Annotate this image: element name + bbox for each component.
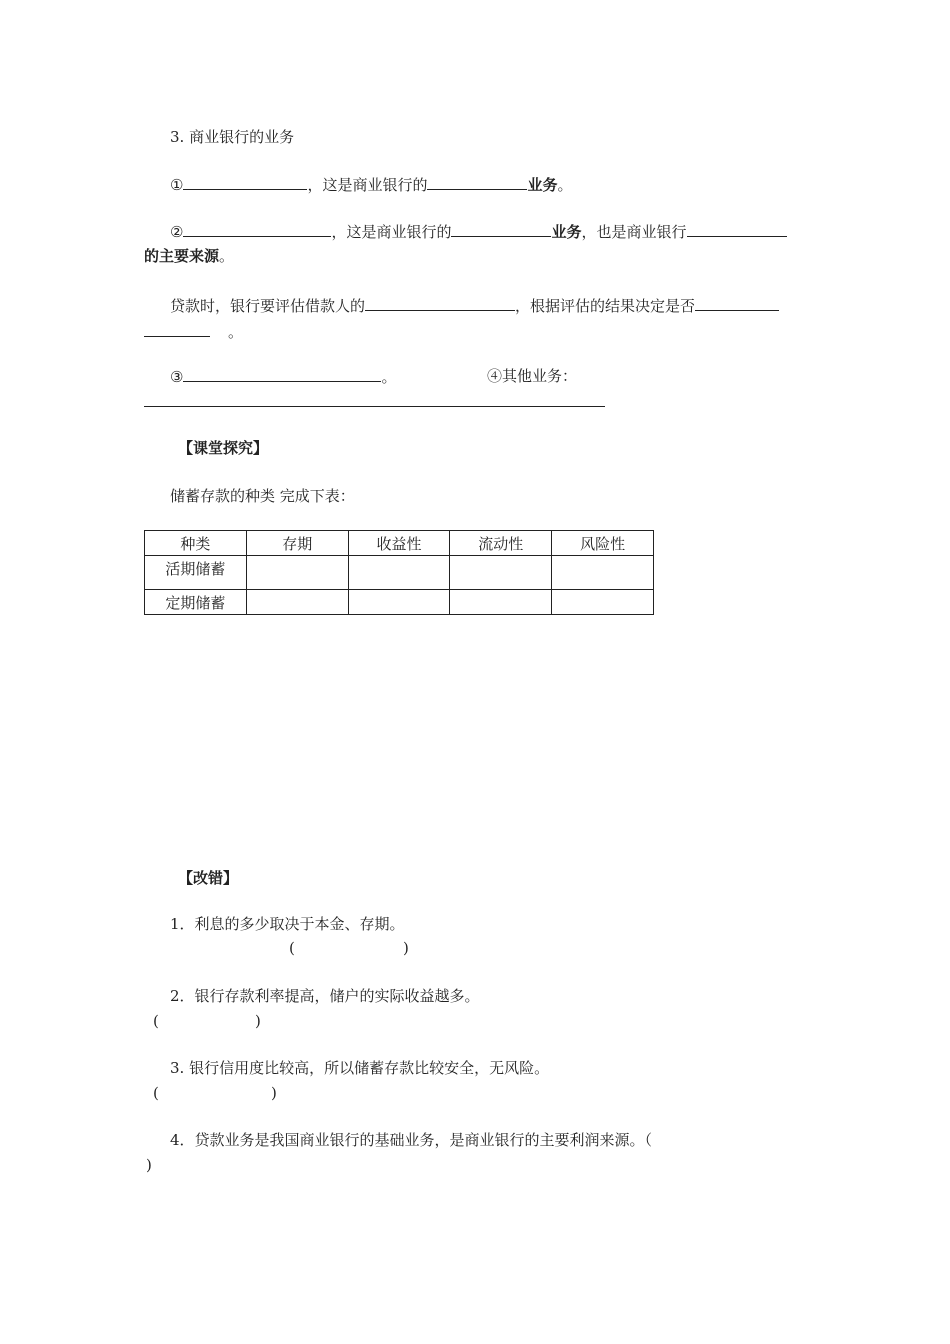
- table-header-cell: 风险性: [552, 531, 654, 556]
- table-cell[interactable]: [552, 590, 654, 615]
- explore-prompt: 储蓄存款的种类 完成下表：: [170, 487, 355, 505]
- blank-loan-a[interactable]: [365, 295, 515, 311]
- answer-close-paren-2: ): [255, 1012, 261, 1030]
- loan-end: 。: [228, 323, 244, 341]
- table-row: [145, 590, 654, 615]
- answer-close-paren-4: ): [146, 1156, 152, 1174]
- item-3-end: 。: [381, 368, 397, 386]
- item-2-number: ②: [170, 223, 184, 241]
- answer-close-paren-3: ): [271, 1084, 277, 1102]
- item-2: [170, 221, 787, 242]
- table-header-row: [145, 531, 654, 556]
- correct-item-3: 3. 银行信用度比较高，所以储蓄存款比较安全，无风险。: [170, 1059, 550, 1077]
- savings-kinds-table: [144, 530, 654, 615]
- item-4: ④其他业务：: [487, 367, 578, 385]
- correct-item-4: 4．贷款业务是我国商业银行的基础业务，是商业银行的主要利润来源。（: [170, 1131, 653, 1149]
- blank-loan-c[interactable]: [144, 321, 210, 337]
- table-row: [145, 556, 654, 590]
- item-1-text: ，这是商业银行的: [307, 176, 428, 194]
- loan-line-2: [144, 321, 243, 342]
- correct-item-1: 1．利息的多少取决于本金、存期。: [170, 915, 405, 933]
- answer-open-paren-3[interactable]: (: [153, 1084, 159, 1102]
- table-cell[interactable]: [246, 590, 348, 615]
- answer-close-paren-1: ): [403, 939, 409, 957]
- item-1-number: ①: [170, 176, 184, 194]
- table-row-label: 定期储蓄: [145, 590, 247, 615]
- section-title: 3. 商业银行的业务: [170, 128, 295, 146]
- answer-open-paren-2[interactable]: (: [153, 1012, 159, 1030]
- table-header-cell: 种类: [145, 531, 247, 556]
- table-cell[interactable]: [450, 556, 552, 590]
- blank-item-2a[interactable]: [183, 221, 331, 237]
- table-cell[interactable]: [246, 556, 348, 590]
- table-header-cell: 收益性: [348, 531, 450, 556]
- table-row-label: 活期储蓄: [145, 556, 247, 590]
- table-cell[interactable]: [552, 556, 654, 590]
- item-2-end: 。: [219, 247, 235, 265]
- blank-item-3[interactable]: [183, 366, 381, 382]
- blank-loan-b[interactable]: [695, 295, 779, 311]
- table-header-cell: 流动性: [450, 531, 552, 556]
- loan-line: [170, 295, 779, 316]
- item-2-after: ，也是商业银行: [581, 223, 687, 241]
- loan-text-start: 贷款时，银行要评估借款人的: [170, 297, 366, 315]
- blank-item-2b[interactable]: [451, 221, 551, 237]
- table-header-cell: 存期: [246, 531, 348, 556]
- blank-item-1a[interactable]: [183, 174, 307, 190]
- item-3-number: ③: [170, 368, 184, 386]
- table-cell[interactable]: [450, 590, 552, 615]
- blank-item-1b[interactable]: [427, 174, 527, 190]
- item-1-type: 业务: [527, 176, 558, 194]
- item-2-type: 业务: [551, 223, 582, 241]
- blank-item-4[interactable]: [144, 406, 605, 407]
- correct-item-2: 2．银行存款利率提高，储户的实际收益越多。: [170, 987, 480, 1005]
- item-1-end: 。: [557, 176, 573, 194]
- explore-heading: 【课堂探究】: [178, 439, 269, 457]
- table-cell[interactable]: [348, 590, 450, 615]
- loan-text-mid: ，根据评估的结果决定是否: [515, 297, 696, 315]
- blank-item-2c[interactable]: [687, 221, 787, 237]
- table-cell[interactable]: [348, 556, 450, 590]
- item-3: [170, 366, 396, 387]
- item-1: [170, 174, 573, 195]
- item-2-source: 的主要来源: [144, 247, 220, 265]
- item-2-line2: [144, 246, 234, 266]
- correct-heading: 【改错】: [178, 869, 239, 887]
- item-2-text: ，这是商业银行的: [331, 223, 452, 241]
- answer-open-paren-1[interactable]: (: [289, 939, 295, 957]
